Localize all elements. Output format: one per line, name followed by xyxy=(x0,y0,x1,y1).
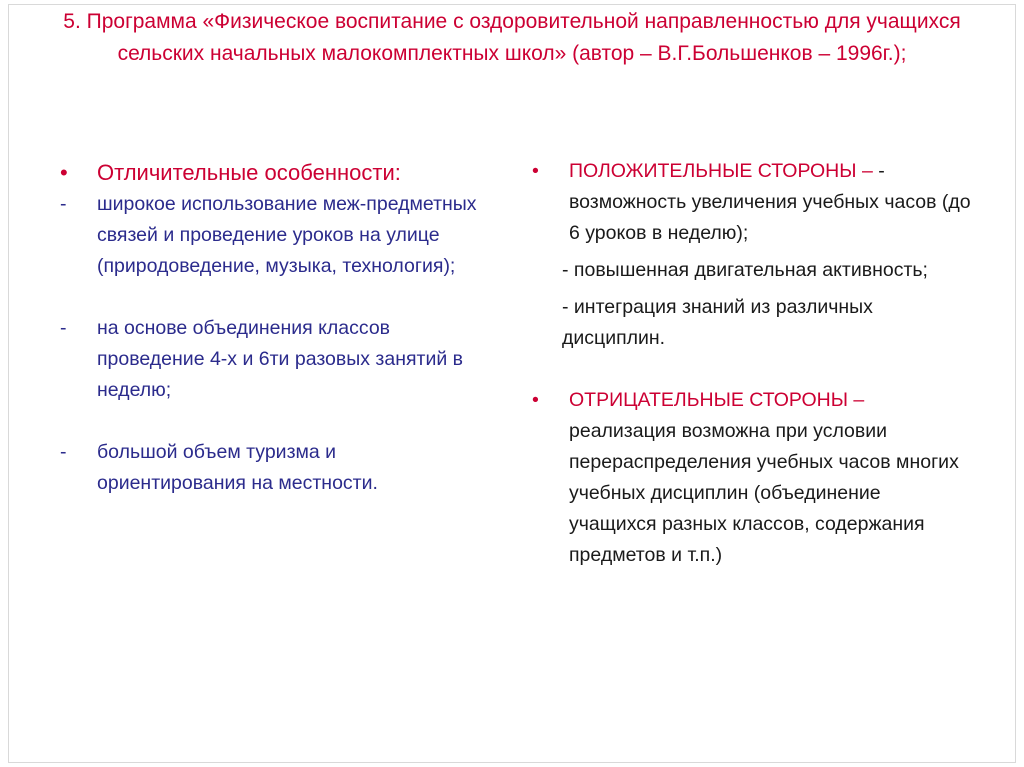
positive-first xyxy=(532,156,972,249)
positive-third-row xyxy=(532,292,972,354)
dash-marker: - xyxy=(60,317,67,339)
positive-section xyxy=(532,156,972,249)
dash-marker: - xyxy=(60,193,67,215)
feature-item-3 xyxy=(60,437,480,499)
features-heading-row xyxy=(60,156,480,189)
left-column xyxy=(60,156,480,499)
slide-title: 5. Программа «Физическое воспитание с оздоровительной направленностью для учащихся сельских начальных малокомплектных школ» (автор – В.Г.Большенков – 1996г.); xyxy=(63,10,961,65)
positive-second-text: - повышенная двигательная активность; xyxy=(562,259,928,281)
positive-label: ПОЛОЖИТЕЛЬНЫЕ СТОРОНЫ – xyxy=(569,160,873,182)
feature-item-1-text: широкое использование меж-предметных связей и проведение уроков на улице (природоведение, музыка, технология); xyxy=(97,193,477,277)
negative-section xyxy=(532,385,972,571)
feature-item-2-text: на основе объединения классов проведение 4-х и 6ти разовых занятий в неделю; xyxy=(97,317,464,401)
positive-third-text: - интеграция знаний из различных дисциплин. xyxy=(562,296,873,349)
bullet-marker: • xyxy=(532,160,539,182)
negative-label: ОТРИЦАТЕЛЬНЫЕ СТОРОНЫ – xyxy=(569,389,865,411)
feature-item-2 xyxy=(60,313,480,406)
features-heading: Отличительные особенности: xyxy=(97,160,401,185)
feature-item-1 xyxy=(60,189,480,282)
negative-text: реализация возможна при условии перераспределения учебных часов многих учебных дисциплин (объединение учащихся разных классов, содержания предметов и т.п.) xyxy=(569,420,959,566)
right-column xyxy=(532,156,972,571)
bullet-marker: • xyxy=(532,389,539,411)
dash-marker: - xyxy=(60,441,67,463)
bullet-marker: • xyxy=(60,160,68,185)
positive-first-text: - возможность увеличения учебных часов (до 6 уроков в неделю); xyxy=(569,160,971,244)
positive-second-row xyxy=(532,255,972,286)
feature-item-3-text: большой объем туризма и ориентирования на местности. xyxy=(97,441,378,494)
